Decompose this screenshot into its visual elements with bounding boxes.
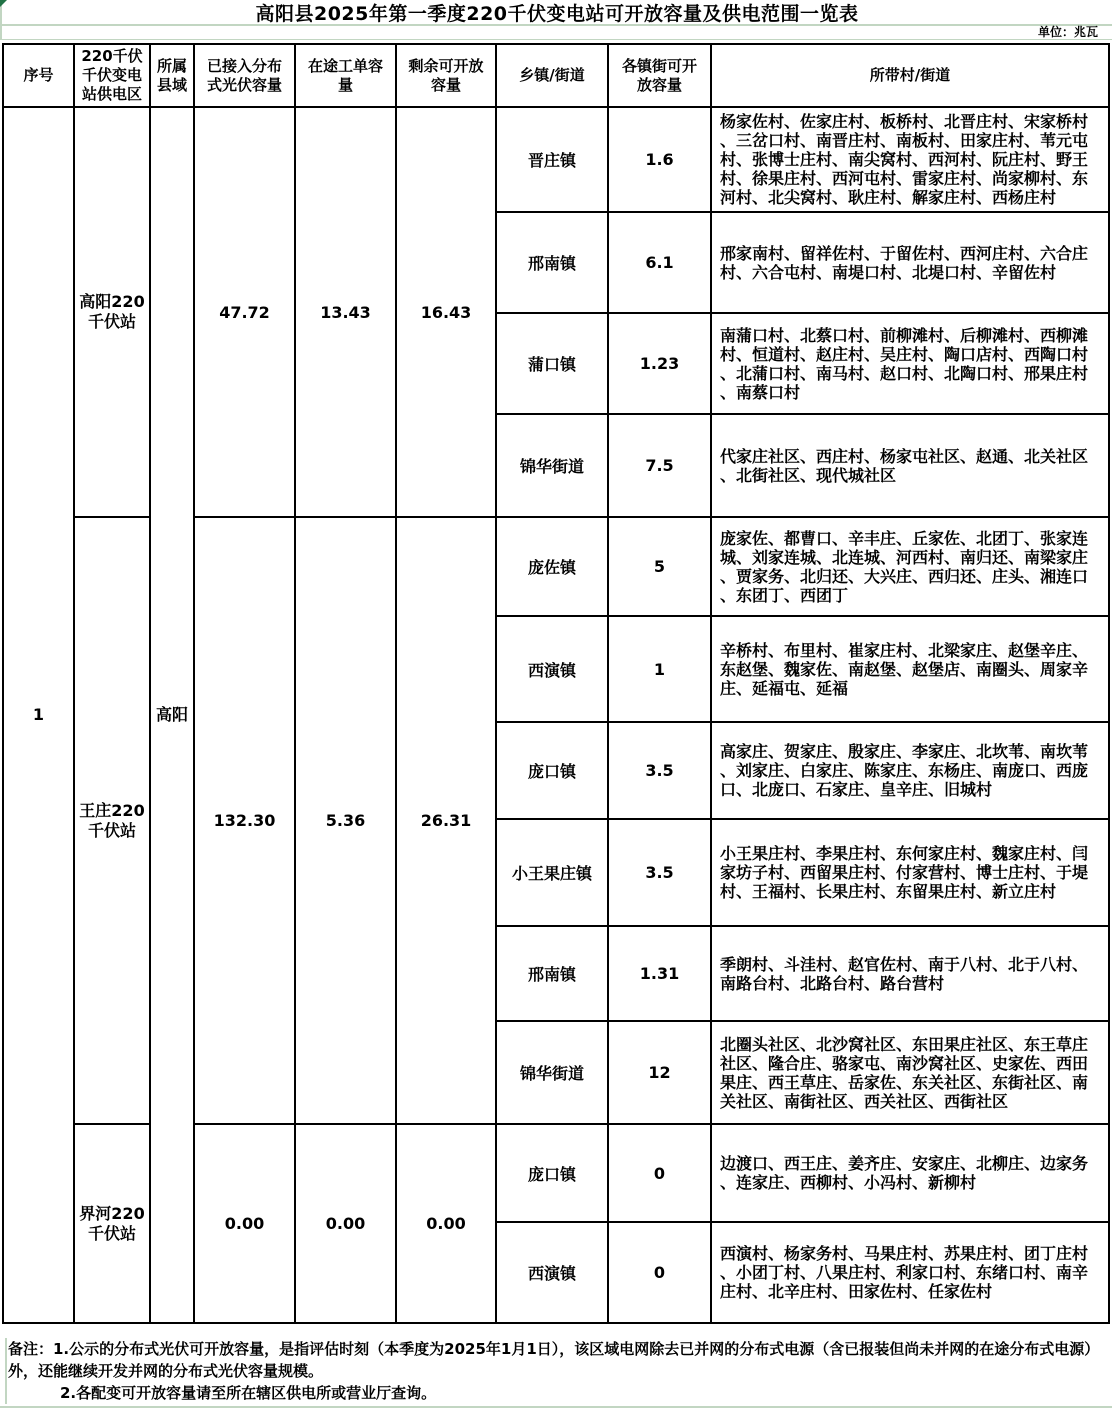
town-capacity-cell: 0	[608, 1222, 711, 1323]
connected-pv-cell: 0.00	[194, 1124, 295, 1323]
villages-cell: 辛桥村、布里村、崔家庄村、北梁家庄、赵堡辛庄、东赵堡、魏家佐、南赵堡、赵堡店、南圈头、周家辛庄、延福屯、延福	[711, 616, 1109, 722]
town-capacity-cell: 0	[608, 1124, 711, 1222]
unit-row	[0, 26, 1112, 40]
serial-cell: 1	[3, 107, 74, 1323]
pending-orders-cell: 13.43	[295, 107, 396, 517]
villages-cell: 代家庄社区、西庄村、杨家屯社区、赵通、北关社区、北街社区、现代城社区	[711, 414, 1109, 517]
town-cell: 蒲口镇	[496, 313, 608, 414]
county-cell: 高阳	[150, 107, 194, 1323]
town-capacity-cell: 7.5	[608, 414, 711, 517]
villages-cell: 西演村、杨家务村、马果庄村、苏果庄村、团丁庄村、小团丁村、八果庄村、利家口村、东绪口村、南辛庄村、北辛庄村、田家佐村、任家佐村	[711, 1222, 1109, 1323]
villages-cell: 北圈头社区、北沙窝社区、东田果庄社区、东王草庄社区、隆合庄、骆家屯、南沙窝社区、史家佐、西田果庄、西王草庄、岳家佐、东关社区、东街社区、南关社区、南街社区、西关社区、西街社区	[711, 1021, 1109, 1124]
station-name-cell: 高阳220千伏站	[74, 107, 150, 517]
note-line-2: 2.各配变可开放容量请至所在辖区供电所或营业厅查询。	[60, 1384, 437, 1402]
villages-cell: 南蒲口村、北蔡口村、前柳滩村、后柳滩村、西柳滩村、恒道村、赵庄村、吴庄村、陶口店村、西陶口村、北蒲口村、南马村、赵口村、北陶口村、邢果庄村、南蔡口村	[711, 313, 1109, 414]
remaining-cell: 26.31	[396, 517, 496, 1124]
villages-cell: 邢家南村、留祥佐村、于留佐村、西河庄村、六合庄村、六合屯村、南堤口村、北堤口村、辛留佐村	[711, 212, 1109, 313]
town-capacity-cell: 1.31	[608, 926, 711, 1021]
col-header-county: 所属县域	[150, 44, 194, 107]
villages-cell: 边渡口、西王庄、姜齐庄、安家庄、北柳庄、边家务、连家庄、西柳村、小冯村、新柳村	[711, 1124, 1109, 1222]
note-line-1: 备注：1.公示的分布式光伏可开放容量，是指评估时刻（本季度为2025年1月1日），该区域电网除去已并网的分布式电源（含已报装但尚未并网的在途分布式电源）外，还能继续开发并网的分布式光伏容量规模。	[8, 1340, 1100, 1380]
connected-pv-cell: 47.72	[194, 107, 295, 517]
town-cell: 邢南镇	[496, 926, 608, 1021]
capacity-table	[2, 43, 1110, 1324]
town-capacity-cell: 1	[608, 616, 711, 722]
town-cell: 庞口镇	[496, 1124, 608, 1222]
unit-label: 单位：兆瓦	[1037, 25, 1098, 39]
villages-cell: 季朗村、斗洼村、赵官佐村、南于八村、北于八村、南路台村、北路台村、路台营村	[711, 926, 1109, 1021]
bottom-gridline	[0, 1406, 1112, 1408]
table-row	[3, 107, 1109, 212]
col-header-villages: 所带村/街道	[711, 44, 1109, 107]
remaining-cell: 16.43	[396, 107, 496, 517]
town-capacity-cell: 3.5	[608, 722, 711, 819]
villages-cell: 杨家佐村、佐家庄村、板桥村、北晋庄村、宋家桥村、三岔口村、南晋庄村、南板村、田家庄村、苇元屯村、张博士庄村、南尖窝村、西河村、阮庄村、野王村、徐果庄村、西河屯村、雷家庄村、尚家柳村、东河村、北尖窝村、耿庄村、解家庄村、西杨庄村	[711, 107, 1109, 212]
town-cell: 西演镇	[496, 1222, 608, 1323]
col-header-pending-orders: 在途工单容量	[295, 44, 396, 107]
col-header-connected-pv: 已接入分布式光伏容量	[194, 44, 295, 107]
station-name-cell: 王庄220千伏站	[74, 517, 150, 1124]
col-header-town: 乡镇/街道	[496, 44, 608, 107]
connected-pv-cell: 132.30	[194, 517, 295, 1124]
col-header-remaining: 剩余可开放容量	[396, 44, 496, 107]
title-row	[0, 0, 1112, 26]
villages-cell: 小王果庄村、李果庄村、东何家庄村、魏家庄村、闫家坊子村、西留果庄村、付家营村、博士庄村、于堤村、王福村、长果庄村、东留果庄村、新立庄村	[711, 819, 1109, 926]
col-header-station: 220千伏千伏变电站供电区	[74, 44, 150, 107]
notes-section	[5, 1338, 1108, 1404]
header-row	[3, 44, 1109, 107]
page-title: 高阳县2025年第一季度220千伏变电站可开放容量及供电范围一览表	[255, 2, 859, 25]
town-capacity-cell: 1.23	[608, 313, 711, 414]
col-header-town-capacity: 各镇街可开放容量	[608, 44, 711, 107]
town-cell: 晋庄镇	[496, 107, 608, 212]
town-cell: 小王果庄镇	[496, 819, 608, 926]
villages-cell: 庞家佐、都曹口、辛丰庄、丘家佐、北团丁、张家连城、刘家连城、北连城、河西村、南归还、南梁家庄、贾家务、北归还、大兴庄、西归还、庄头、湘连口、东团丁、西团丁	[711, 517, 1109, 616]
town-cell: 邢南镇	[496, 212, 608, 313]
pending-orders-cell: 0.00	[295, 1124, 396, 1323]
pending-orders-cell: 5.36	[295, 517, 396, 1124]
town-cell: 锦华街道	[496, 1021, 608, 1124]
town-capacity-cell: 6.1	[608, 212, 711, 313]
town-capacity-cell: 1.6	[608, 107, 711, 212]
town-cell: 庞口镇	[496, 722, 608, 819]
town-cell: 庞佐镇	[496, 517, 608, 616]
col-header-serial: 序号	[3, 44, 74, 107]
corner-marker-icon	[0, 0, 7, 7]
villages-cell: 高家庄、贺家庄、殷家庄、李家庄、北坎苇、南坎苇、刘家庄、白家庄、陈家庄、东杨庄、南庞口、西庞口、北庞口、石家庄、皇辛庄、旧城村	[711, 722, 1109, 819]
town-cell: 西演镇	[496, 616, 608, 722]
town-cell: 锦华街道	[496, 414, 608, 517]
town-capacity-cell: 5	[608, 517, 711, 616]
station-name-cell: 界河220千伏站	[74, 1124, 150, 1323]
town-capacity-cell: 3.5	[608, 819, 711, 926]
town-capacity-cell: 12	[608, 1021, 711, 1124]
remaining-cell: 0.00	[396, 1124, 496, 1323]
